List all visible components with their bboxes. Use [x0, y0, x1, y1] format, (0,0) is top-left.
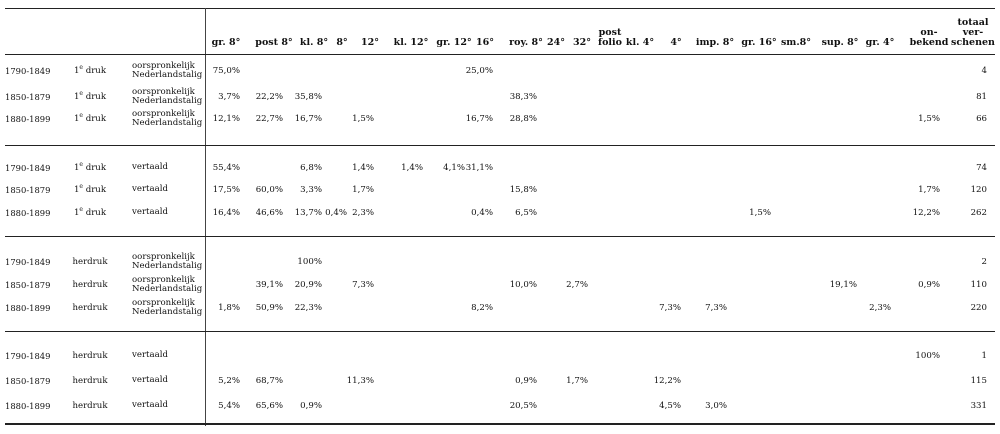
taal-line: vertaald — [132, 350, 168, 361]
druk-label: 1e druk — [73, 161, 107, 173]
period-label: 1790-1849 — [5, 163, 51, 173]
column-header: kl. 4° — [625, 37, 655, 48]
total-cell: 2 — [981, 257, 987, 267]
percentage-cell: 4,1% — [443, 163, 465, 173]
taal-label — [132, 401, 168, 411]
percentage-cell: 7,3% — [352, 280, 374, 290]
total-cell: 115 — [970, 376, 987, 386]
percentage-cell: 7,3% — [705, 303, 727, 313]
percentage-cell: 1,5% — [918, 114, 940, 124]
percentage-cell: 6,8% — [300, 163, 322, 173]
percentage-cell: 8,2% — [471, 303, 493, 313]
taal-label — [132, 163, 168, 173]
total-cell: 262 — [970, 208, 987, 218]
taal-label — [132, 88, 202, 107]
percentage-cell: 31,1% — [465, 163, 493, 173]
period-label: 1880-1899 — [5, 114, 51, 124]
percentage-cell: 19,1% — [829, 280, 857, 290]
column-header: 4° — [670, 37, 682, 48]
column-header: gr. 4° — [865, 37, 895, 48]
percentage-cell: 1,8% — [218, 303, 240, 313]
period-label: 1790-1849 — [5, 66, 51, 76]
percentage-cell: 2,3% — [869, 303, 891, 313]
column-header: on- bekend — [909, 27, 949, 48]
percentage-cell: 55,4% — [212, 163, 240, 173]
percentage-cell: 38,3% — [509, 92, 537, 102]
period-label: 1790-1849 — [5, 351, 51, 361]
column-header: gr. 12° — [436, 37, 472, 48]
druk-label: 1e druk — [73, 183, 107, 195]
taal-line: vertaald — [132, 162, 168, 173]
druk-label: herdruk — [72, 401, 108, 411]
percentage-cell: 75,0% — [212, 66, 240, 76]
column-header: 24° — [547, 37, 565, 48]
druk-label: herdruk — [72, 257, 108, 267]
druk-label: herdruk — [72, 351, 108, 361]
total-cell: 120 — [970, 185, 987, 195]
taal-label — [132, 208, 168, 218]
group-rule — [5, 236, 995, 237]
druk-label: herdruk — [72, 303, 108, 313]
top-rule — [5, 8, 995, 9]
percentage-cell: 10,0% — [509, 280, 537, 290]
column-header: gr. 8° — [211, 37, 241, 48]
column-header: 32° — [573, 37, 591, 48]
total-cell: 66 — [976, 114, 987, 124]
column-header: 12° — [361, 37, 379, 48]
percentage-cell: 12,2% — [912, 208, 940, 218]
taal-label — [132, 253, 202, 272]
percentage-cell: 1,4% — [352, 163, 374, 173]
percentage-cell: 3,0% — [705, 401, 727, 411]
percentage-cell: 20,9% — [294, 280, 322, 290]
percentage-cell: 25,0% — [465, 66, 493, 76]
period-label: 1880-1899 — [5, 303, 51, 313]
percentage-cell: 0,9% — [300, 401, 322, 411]
column-header: kl. 12° — [393, 37, 429, 48]
druk-label: 1e druk — [73, 64, 107, 76]
taal-line: vertaald — [132, 207, 168, 218]
taal-line: oorspronkelijk — [132, 274, 195, 285]
total-cell: 331 — [970, 401, 987, 411]
percentage-cell: 3,7% — [218, 92, 240, 102]
column-header: imp. 8° — [695, 37, 735, 48]
percentage-cell: 16,7% — [294, 114, 322, 124]
column-header: gr. 16° — [741, 37, 777, 48]
percentage-cell: 15,8% — [509, 185, 537, 195]
percentage-cell: 5,4% — [218, 401, 240, 411]
taal-line: oorspronkelijk — [132, 297, 195, 308]
percentage-cell: 16,7% — [465, 114, 493, 124]
period-label: 1850-1879 — [5, 185, 51, 195]
percentage-cell: 35,8% — [294, 92, 322, 102]
period-label: 1850-1879 — [5, 280, 51, 290]
percentage-cell: 46,6% — [255, 208, 283, 218]
percentage-cell: 0,9% — [515, 376, 537, 386]
column-header: post folio — [598, 27, 622, 48]
taal-line: Nederlandstalig — [132, 118, 203, 128]
taal-line: vertaald — [132, 375, 168, 386]
column-header: sm.8° — [780, 37, 812, 48]
percentage-cell: 2,7% — [566, 280, 588, 290]
percentage-cell: 11,3% — [346, 376, 374, 386]
format-table — [5, 8, 995, 426]
percentage-cell: 1,7% — [566, 376, 588, 386]
period-label: 1850-1879 — [5, 376, 51, 386]
druk-label: 1e druk — [73, 206, 107, 218]
percentage-cell: 16,4% — [212, 208, 240, 218]
taal-label — [132, 276, 202, 295]
taal-label — [132, 299, 202, 318]
percentage-cell: 60,0% — [255, 185, 283, 195]
total-cell: 110 — [970, 280, 987, 290]
percentage-cell: 7,3% — [659, 303, 681, 313]
column-header: sup. 8° — [821, 37, 859, 48]
taal-label — [132, 185, 168, 195]
percentage-cell: 100% — [915, 351, 940, 361]
taal-label — [132, 351, 168, 361]
percentage-cell: 20,5% — [509, 401, 537, 411]
percentage-cell: 1,5% — [352, 114, 374, 124]
taal-line: oorspronkelijk — [132, 251, 195, 262]
total-cell: 74 — [976, 163, 987, 173]
percentage-cell: 0,9% — [918, 280, 940, 290]
percentage-cell: 4,5% — [659, 401, 681, 411]
percentage-cell: 22,2% — [255, 92, 283, 102]
percentage-cell: 65,6% — [255, 401, 283, 411]
percentage-cell: 50,9% — [255, 303, 283, 313]
period-label: 1790-1849 — [5, 257, 51, 267]
total-cell: 81 — [976, 92, 987, 102]
taal-label — [132, 376, 168, 386]
column-header: post 8° — [255, 37, 293, 48]
taal-line: Nederlandstalig — [132, 261, 203, 271]
percentage-cell: 13,7% — [294, 208, 322, 218]
taal-line: Nederlandstalig — [132, 284, 203, 294]
taal-line: Nederlandstalig — [132, 96, 203, 106]
percentage-cell: 17,5% — [212, 185, 240, 195]
percentage-cell: 6,5% — [515, 208, 537, 218]
total-cell: 1 — [981, 351, 987, 361]
period-label: 1880-1899 — [5, 401, 51, 411]
percentage-cell: 12,1% — [212, 114, 240, 124]
period-label: 1850-1879 — [5, 92, 51, 102]
group-rule — [5, 331, 995, 332]
percentage-cell: 0,4% — [471, 208, 493, 218]
druk-label: 1e druk — [73, 90, 107, 102]
percentage-cell: 12,2% — [653, 376, 681, 386]
column-header: 16° — [476, 37, 494, 48]
druk-label: herdruk — [72, 376, 108, 386]
percentage-cell: 2,3% — [352, 208, 374, 218]
druk-label: 1e druk — [73, 112, 107, 124]
taal-line: oorspronkelijk — [132, 60, 195, 71]
percentage-cell: 1,4% — [401, 163, 423, 173]
total-cell: 4 — [981, 66, 987, 76]
header-rule — [5, 54, 995, 55]
taal-line: Nederlandstalig — [132, 70, 203, 80]
taal-line: vertaald — [132, 400, 168, 411]
taal-line: oorspronkelijk — [132, 86, 195, 97]
taal-line: Nederlandstalig — [132, 307, 203, 317]
column-header: roy. 8° — [509, 37, 543, 48]
taal-line: oorspronkelijk — [132, 108, 195, 119]
total-cell: 220 — [970, 303, 987, 313]
percentage-cell: 28,8% — [509, 114, 537, 124]
group-rule — [5, 145, 995, 146]
percentage-cell: 68,7% — [255, 376, 283, 386]
percentage-cell: 39,1% — [255, 280, 283, 290]
percentage-cell: 5,2% — [218, 376, 240, 386]
column-header: kl. 8° — [299, 37, 329, 48]
percentage-cell: 100% — [297, 257, 322, 267]
taal-label — [132, 110, 202, 129]
percentage-cell: 22,7% — [255, 114, 283, 124]
percentage-cell: 22,3% — [294, 303, 322, 313]
percentage-cell: 1,7% — [918, 185, 940, 195]
percentage-cell: 0,4% — [325, 208, 347, 218]
druk-label: herdruk — [72, 280, 108, 290]
period-label: 1880-1899 — [5, 208, 51, 218]
taal-line: vertaald — [132, 184, 168, 195]
bottom-rule — [5, 423, 995, 425]
column-header: totaal ver- schenen — [951, 17, 995, 48]
taal-label — [132, 62, 202, 81]
percentage-cell: 1,5% — [749, 208, 771, 218]
percentage-cell: 1,7% — [352, 185, 374, 195]
column-header: 8° — [336, 37, 348, 48]
percentage-cell: 3,3% — [300, 185, 322, 195]
